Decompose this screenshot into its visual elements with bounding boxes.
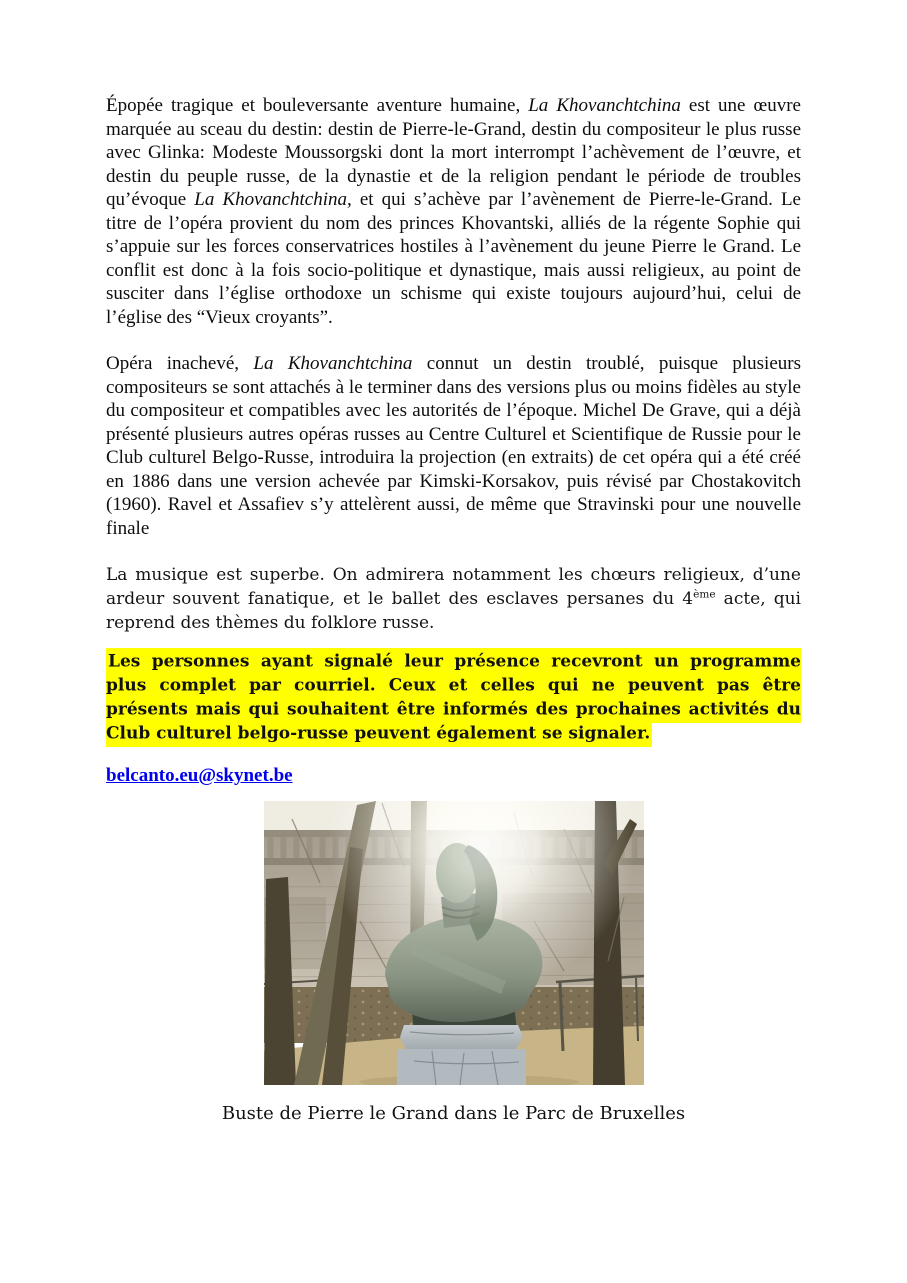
photo-caption: Buste de Pierre le Grand dans le Parc de Bruxelles [221,1103,686,1124]
photo-pedestal [397,1025,526,1085]
paragraph-opera-history: Opéra inachevé, La Khovanchtchina connut un destin troublé, puisque plusieurs compositeurs se sont attachés à le terminer dans des versions plus ou moins fidèles au style du compositeur et compatibles avec les autorités de l’époque. Michel De Grave, qui a déjà présenté plusieurs autres opéras russes au Centre Culturel et Scientifique de Russie pour le Club culturel Belgo-Russe, introduira la projection (en extraits) de cet opéra qui a été créé en 1886 dans une version achevée par Kimski-Korsakov, puis révisé par Chostakovitch (1960). Ravel et Assafiev s’y attelèrent aussi, de même que Stravinski pour une nouvelle finale [106,353,801,539]
document-content [106,94,801,1126]
email-link[interactable]: belcanto.eu@skynet.be [106,765,293,786]
paragraph-music: La musique est superbe. On admirera notamment les chœurs religieux, d’une ardeur souvent fanatique, et le ballet des esclaves persanes du 4ème acte, qui reprend des thèmes du folklore russe. [106,565,801,633]
bust-photo [264,801,644,1085]
highlighted-paragraph-text: Les personnes ayant signalé leur présence recevront un programme plus complet par courriel. Ceux et celles qui ne peuvent pas être présents mais qui souhaitent être informés des prochaines activités du Club culturel belgo-russe peuvent également se signaler. [106,648,801,747]
paragraph-intro: Épopée tragique et bouleversante aventure humaine, La Khovanchtchina est une œuvre marquée au sceau du destin: destin de Pierre-le-Grand, destin du compositeur le plus russe avec Glinka: Modeste Moussorgski dont la mort interrompt l’achèvement de l’œuvre, et destin du peuple russe, de la dynastie et de la religion pendant le période de troubles qu’évoque La Khovanchtchina, et qui s’achève par l’avènement de Pierre-le-Grand. Le titre de l’opéra provient du nom des princes Khovantski, alliés de la régente Sophie qui s’appuie sur les forces conservatrices hostiles à l’avènement du jeune Pierre le Grand. Le conflit est donc à la fois socio-politique et dynastique, mais aussi religieux, au point de susciter dans l’église orthodoxe un schisme qui existe toujours aujourd’hui, celui de l’église des “Vieux croyants”. [106,95,801,328]
email-row [106,763,801,789]
highlighted-paragraph [106,649,801,745]
